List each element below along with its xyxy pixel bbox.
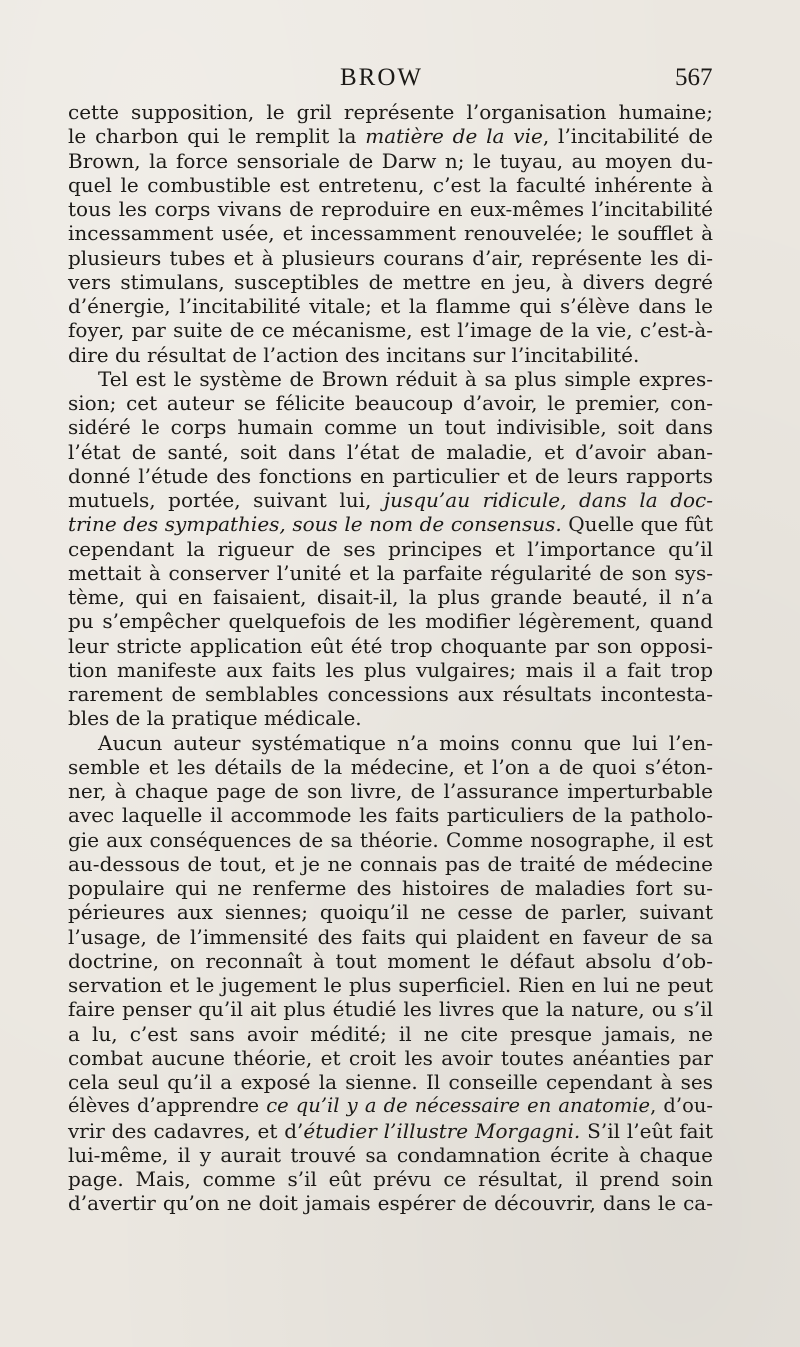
text-line: sidéré le corps humain comme un tout indivisible, soit dans [68, 415, 713, 440]
body-text [68, 100, 713, 1216]
text-line: avec laquelle il accommode les faits particuliers de la patholo- [68, 803, 713, 828]
text-line: ner, à chaque page de son livre, de l’assurance imperturbable [68, 779, 713, 803]
running-head [0, 64, 800, 98]
italic-span: jusqu’au ridicule, dans la doc- [383, 488, 713, 512]
text-line [68, 124, 713, 148]
text-line: combat aucune théorie, et croit les avoir toutes anéanties par [68, 1045, 713, 1070]
running-head-title: BROW [340, 64, 423, 91]
text-line: a lu, c’est sans avoir médité; il ne cite presque jamais, ne [68, 1021, 713, 1046]
text-line: foyer, par suite de ce mécanisme, est l’image de la vie, c’est-à- [68, 318, 713, 343]
text-line: d’énergie, l’incitabilité vitale; et la flamme qui s’élève dans le [68, 294, 713, 318]
text-line: tion manifeste aux faits les plus vulgaires; mais il a fait trop [68, 657, 713, 682]
text-line: doctrine, on reconnaît à tout moment le défaut absolu d’ob- [68, 948, 713, 973]
text-line: Brown, la force sensoriale de Darw n; le tuyau, au moyen du- [68, 148, 713, 173]
text-line: cependant la rigueur de ses principes et l’importance qu’il [68, 536, 713, 561]
text-span: , l’incitabilité de [542, 124, 713, 149]
text-span: S’il l’eût fait [580, 1118, 713, 1143]
text-line: Aucun auteur systématique n’a moins connu que lui l’en- [98, 730, 713, 755]
text-line: vers stimulans, susceptibles de mettre en jeu, à divers degré [68, 269, 713, 294]
text-line: incessamment usée, et incessamment renouvelée; le soufflet à [68, 221, 713, 246]
text-span: mutuels, portée, suivant lui, [68, 488, 384, 512]
text-line: cela seul qu’il a exposé la sienne. Il conseille cependant à ses [68, 1070, 713, 1094]
text-line: tous les corps vivans de reproduire en eux-mêmes l’incitabilité [68, 197, 713, 221]
text-line [68, 488, 713, 512]
text-line: plusieurs tubes et à plusieurs courans d’air, représente les di- [68, 245, 713, 270]
text-line: sion; cet auteur se félicite beaucoup d’avoir, le premier, con- [68, 391, 713, 415]
text-line: périeures aux siennes; quoiqu’il ne cesse de parler, suivant [68, 900, 713, 925]
text-line: populaire qui ne renferme des histoires de maladies fort su- [68, 876, 713, 900]
text-span: , d’ou- [650, 1094, 713, 1118]
text-line: cette supposition, le gril représente l’organisation humaine; [68, 100, 713, 124]
text-line: leur stricte application eût été trop choquante par son opposi- [68, 633, 713, 658]
text-line: bles de la pratique médicale. [68, 706, 362, 731]
text-span: Quelle que fût [561, 512, 714, 537]
text-line: dire du résultat de l’action des incitans sur l’incitabilité. [68, 342, 640, 367]
italic-span: trine des sympathies, sous le nom de consensus. [68, 512, 562, 537]
text-line: pu s’empêcher quelquefois de les modifier légèrement, quand [68, 609, 713, 634]
text-line [68, 1119, 713, 1143]
italic-span: ce qu’il y a de nécessaire en anatomie [266, 1094, 651, 1118]
text-line [68, 512, 713, 536]
text-line: servation et le jugement le plus superficiel. Rien en lui ne peut [68, 973, 713, 997]
text-span: élèves d’apprendre [68, 1094, 267, 1118]
text-line: mettait à conserver l’unité et la parfaite régularité de son sys- [68, 560, 713, 585]
text-line: semble et les détails de la médecine, et l’on a de quoi s’éton- [68, 754, 713, 779]
text-line: faire penser qu’il ait plus étudié les livres que la nature, ou s’il [68, 997, 713, 1022]
text-line: rarement de semblables concessions aux résultats incontesta- [68, 682, 713, 706]
text-line: donné l’étude des fonctions en particulier et de leurs rapports [68, 463, 713, 488]
page-number: 567 [675, 64, 713, 91]
text-line: lui-même, il y aurait trouvé sa condamnation écrite à chaque [68, 1142, 713, 1167]
text-line: l’état de santé, soit dans l’état de maladie, et d’avoir aban- [68, 439, 713, 464]
text-line: l’usage, de l’immensité des faits qui plaident en faveur de sa [68, 924, 713, 949]
text-line: quel le combustible est entretenu, c’est la faculté inhérente à [68, 172, 713, 197]
text-line: tème, qui en faisaient, disait-il, la plus grande beauté, il n’a [68, 585, 713, 609]
text-span: le charbon qui le remplit la [68, 124, 366, 149]
text-line: page. Mais, comme s’il eût prévu ce résultat, il prend soin [68, 1167, 713, 1191]
text-line: Tel est le système de Brown réduit à sa plus simple expres- [98, 366, 713, 391]
text-line: d’avertir qu’on ne doit jamais espérer de découvrir, dans le ca- [68, 1191, 713, 1216]
italic-span: matière de la vie [365, 124, 543, 149]
text-span: vrir des cadavres, et d’ [68, 1118, 304, 1143]
text-line: gie aux conséquences de sa théorie. Comme nosographe, il est [68, 827, 713, 852]
text-line: au-dessous de tout, et je ne connais pas de traité de médecine [68, 851, 713, 876]
text-line [68, 1094, 713, 1118]
italic-span: étudier l’illustre Morgagni. [303, 1118, 581, 1143]
